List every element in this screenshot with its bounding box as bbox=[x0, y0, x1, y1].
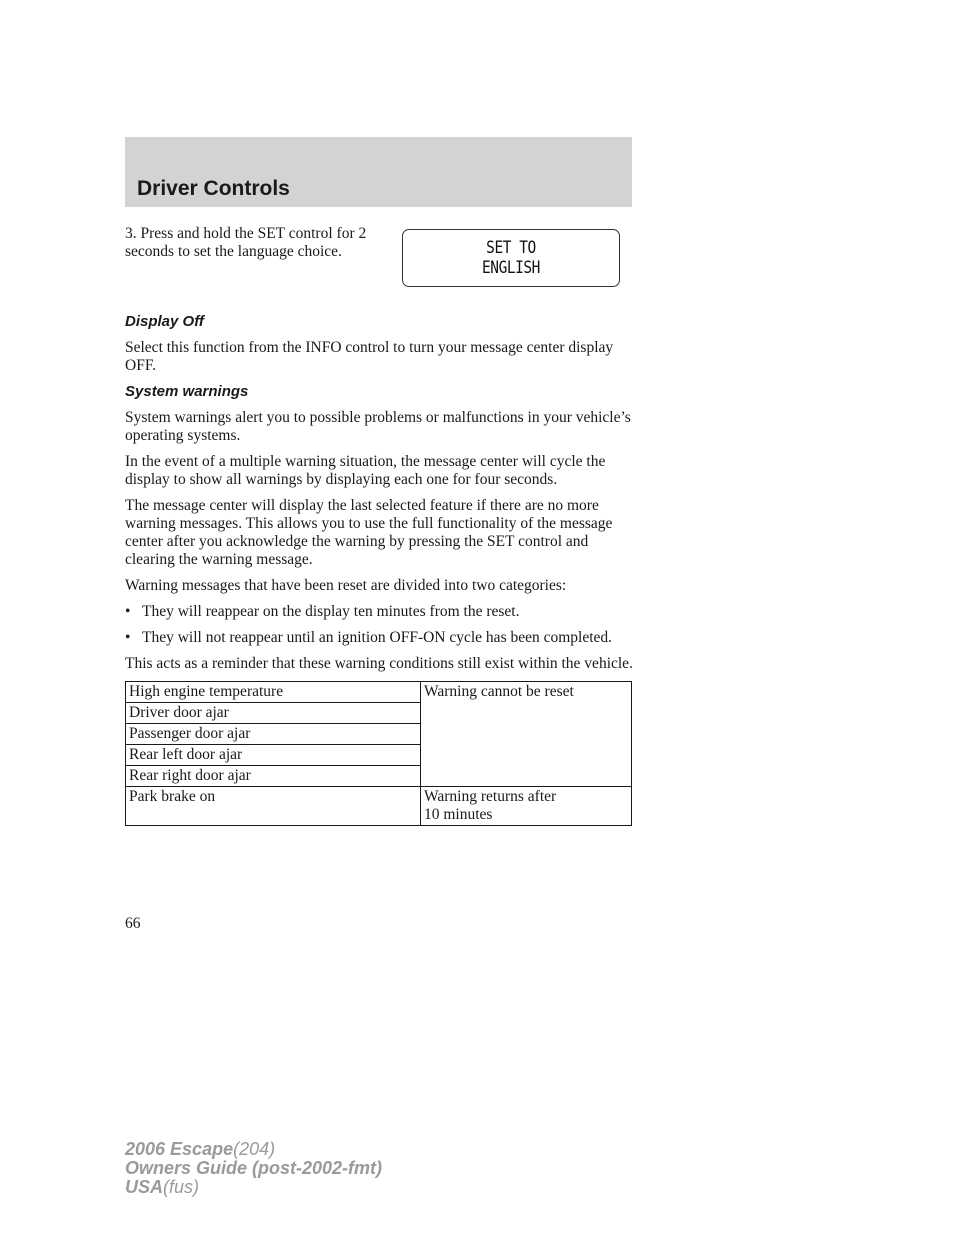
reset-behavior-cell: Warning cannot be reset bbox=[421, 682, 632, 787]
page-content bbox=[125, 313, 635, 826]
footer-line-3 bbox=[125, 1178, 382, 1197]
paragraph: The message center will display the last selected feature if there are no more warning messages. This allows you to use the full functionality of the message center after you acknowledge the warning by pressing the SET control and clearing the warning message. bbox=[125, 497, 613, 568]
reset-behavior-line: Warning returns after bbox=[424, 788, 557, 805]
display-off-text: Select this function from the INFO control to turn your message center display OFF. bbox=[125, 339, 614, 374]
footer-region-code: (fus) bbox=[163, 1177, 200, 1197]
document-footer bbox=[125, 1140, 382, 1197]
warning-name-cell: Passenger door ajar bbox=[126, 724, 421, 745]
bullet-item bbox=[125, 603, 635, 621]
warning-name-cell: High engine temperature bbox=[126, 682, 421, 703]
bullet-text: They will reappear on the display ten minutes from the reset. bbox=[142, 603, 520, 620]
warning-name-cell: Rear left door ajar bbox=[126, 745, 421, 766]
section-title: Driver Controls bbox=[137, 177, 290, 200]
table-row bbox=[126, 682, 632, 703]
warning-name-cell: Park brake on bbox=[126, 787, 421, 826]
footer-guide: Owners Guide (post-2002-fmt) bbox=[125, 1158, 383, 1178]
footer-line-1 bbox=[125, 1140, 382, 1159]
display-off-heading: Display Off bbox=[125, 313, 204, 330]
system-warnings-heading: System warnings bbox=[125, 383, 249, 400]
bullet-icon: • bbox=[125, 629, 131, 646]
bullet-icon: • bbox=[125, 603, 131, 620]
footer-model-code: (204) bbox=[233, 1139, 276, 1159]
page-number: 66 bbox=[125, 915, 141, 932]
footer-line-2 bbox=[125, 1159, 382, 1178]
paragraph: Warning messages that have been reset are divided into two categories: bbox=[125, 577, 567, 594]
bullet-text: They will not reappear until an ignition OFF-ON cycle has been completed. bbox=[142, 629, 613, 646]
section-header bbox=[125, 137, 632, 207]
warning-table bbox=[125, 681, 632, 826]
reset-behavior-cell bbox=[421, 787, 632, 826]
bullet-item bbox=[125, 629, 635, 647]
paragraph: System warnings alert you to possible problems or malfunctions in your vehicle’s operating systems. bbox=[125, 409, 631, 444]
footer-model: 2006 Escape bbox=[125, 1139, 234, 1159]
display-line-1: SET TO bbox=[486, 238, 536, 258]
warning-name-cell: Driver door ajar bbox=[126, 703, 421, 724]
display-line-2: ENGLISH bbox=[482, 258, 540, 278]
table-row bbox=[126, 787, 632, 826]
paragraph: In the event of a multiple warning situation, the message center will cycle the display to show all warnings by displaying each one for four seconds. bbox=[125, 453, 606, 488]
paragraph: This acts as a reminder that these warning conditions still exist within the vehicle. bbox=[125, 655, 633, 672]
message-center-display-illustration bbox=[402, 229, 620, 287]
step-3-text: 3. Press and hold the SET control for 2 seconds to set the language choice. bbox=[125, 225, 367, 260]
reset-behavior-line: 10 minutes bbox=[424, 806, 493, 823]
warning-name-cell: Rear right door ajar bbox=[126, 766, 421, 787]
footer-region: USA bbox=[125, 1177, 164, 1197]
